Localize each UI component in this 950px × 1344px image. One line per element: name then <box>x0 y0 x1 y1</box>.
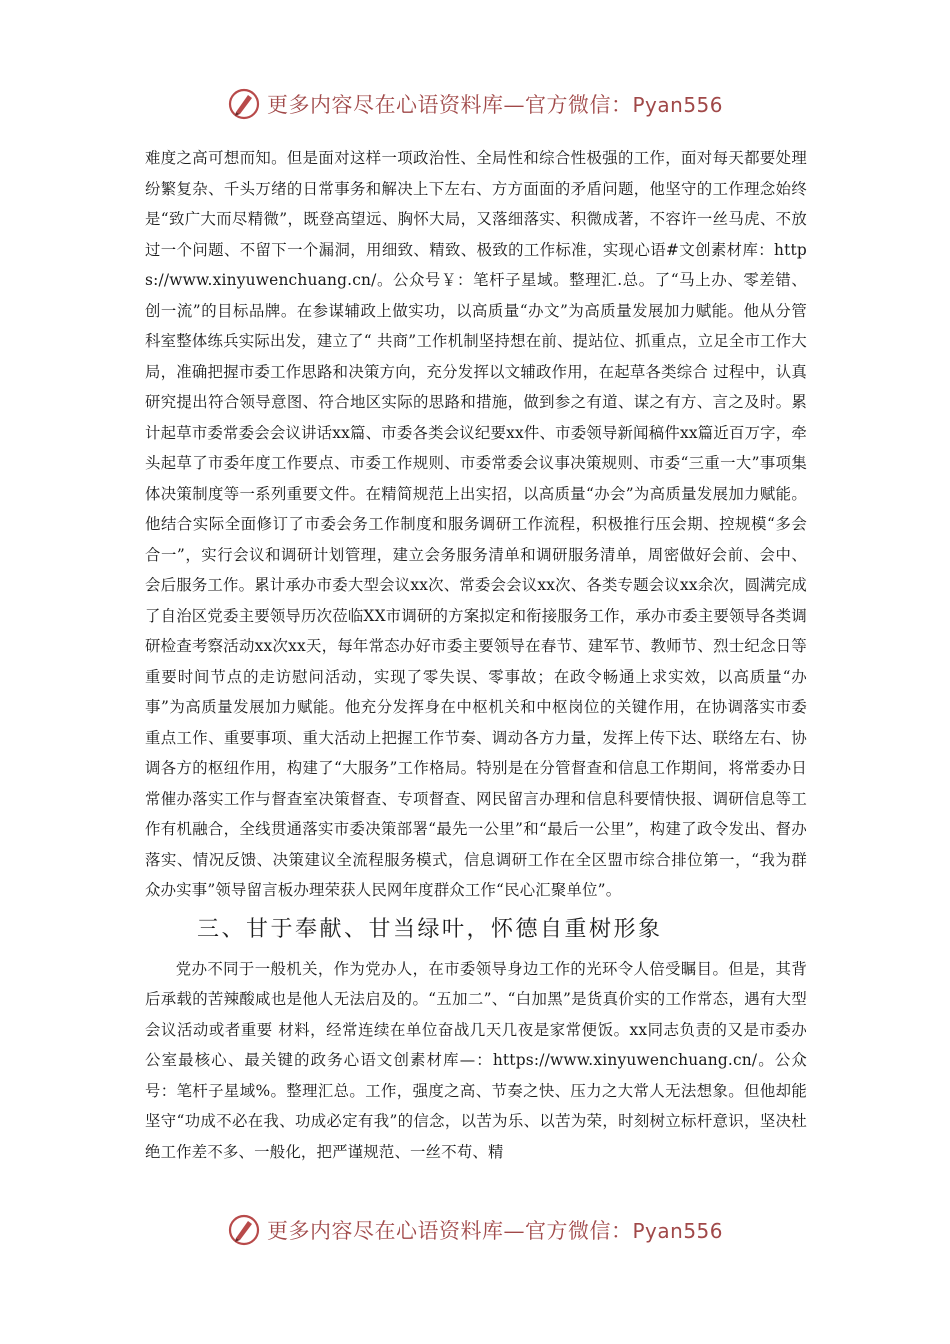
document-body <box>145 143 807 1167</box>
footer-watermark-banner <box>0 1210 950 1250</box>
paragraph-section-three: 党办不同于一般机关，作为党办人，在市委领导身边工作的光环令人倍受瞩目。但是，其背后承载的苦辣酸咸也是他人无法启及的。“五加二”、“白加黑”是货真价实的工作常态，遇有大型会议活动或者重要 材料，经常连续在单位奋战几天几夜是家常便饭。xx同志负责的又是市委办公室最核心、最关键的政务心语文创素材库—：https://www.xinyuwenchuang.cn/。公众号：笔杆子星域%。整理汇总。工作，强度之高、节奏之快、压力之大常人无法想象。但他却能坚守“功成不必在我、功成必定有我”的信念，以苦为乐、以苦为荣，时刻树立标杆意识，坚决杜绝工作差不多、一般化，把严谨规范、一丝不苟、精 <box>145 959 807 1161</box>
section-heading: 三、甘于奉献、甘当绿叶，怀德自重树形象 <box>197 916 663 942</box>
watermark-text: 更多内容尽在心语资料库—官方微信：Pyan556 <box>266 1219 723 1243</box>
pen-logo-icon <box>227 87 261 121</box>
pen-logo-icon <box>227 1213 261 1247</box>
paragraph-continuation: 难度之高可想而知。但是面对这样一项政治性、全局性和综合性极强的工作，面对每天都要处理纷繁复杂、千头万绪的日常事务和解决上下左右、方方面面的矛盾问题，他坚守的工作理念始终是“致广大而尽精微”，既登高望远、胸怀大局，又落细落实、积微成著，不容许一丝马虎、不放过一个问题、不留下一个漏洞，用细致、精致、极致的工作标准，实现心语#文创素材库：https://www.xinyuwenchuang.cn/。公众号￥：笔杆子星域。整理汇.总。了“马上办、零差错、创一流”的目标品牌。在参谋辅政上做实功，以高质量“办文”为高质量发展加力赋能。他从分管科室整体练兵实际出发，建立了“ 共商”工作机制坚持想在前、提站位、抓重点，立足全市工作大局，准确把握市委工作思路和决策方向，充分发挥以文辅政作用，在起草各类综合 过程中，认真研究提出符合领导意图、符合地区实际的思路和措施，做到参之有道、谋之有方、言之及时。累计起草市委常委会会议讲话xx篇、市委各类会议纪要xx件、市委领导新闻稿件xx篇近百万字，牵头起草了市委年度工作要点、市委工作规则、市委常委会议事决策规则、市委“三重一大”事项集体决策制度等一系列重要文件。在精简规范上出实招，以高质量“办会”为高质量发展加力赋能。他结合实际全面修订了市委会务工作制度和服务调研工作流程，积极推行压会期、控规模“多会合一”，实行会议和调研计划管理，建立会务服务清单和调研服务清单，周密做好会前、会中、会后服务工作。累计承办市委大型会议xx次、常委会会议xx次、各类专题会议xx余次，圆满完成了自治区党委主要领导历次莅临XX市调研的方案拟定和衔接服务工作，承办市委主要领导各类调研检查考察活动xx次xx天，每年常态办好市委主要领导在春节、建军节、教师节、烈士纪念日等重要时间节点的走访慰问活动，实现了零失误、零事故；在政令畅通上求实效，以高质量“办事”为高质量发展加力赋能。他充分发挥身在中枢机关和中枢岗位的关键作用，在协调落实市委重点工作、重要事项、重大活动上把握工作节奏、调动各方力量，发挥上传下达、联络左右、协调各方的枢纽作用，构建了“大服务”工作格局。特别是在分管督查和信息工作期间，将常委办日常催办落实工作与督查室决策督查、专项督查、网民留言办理和信息科要情快报、调研信息等工作有机融合，全线贯通落实市委决策部署“最先一公里”和“最后一公里”，构建了政令发出、督办落实、情况反馈、决策建议全流程服务模式，信息调研工作在全区盟市综合排位第一，“我为群众办实事”领导留言板办理荣获人民网年度群众工作“民心汇聚单位”。 <box>145 149 807 899</box>
header-watermark-banner <box>0 84 950 124</box>
watermark-text: 更多内容尽在心语资料库—官方微信：Pyan556 <box>266 93 723 117</box>
